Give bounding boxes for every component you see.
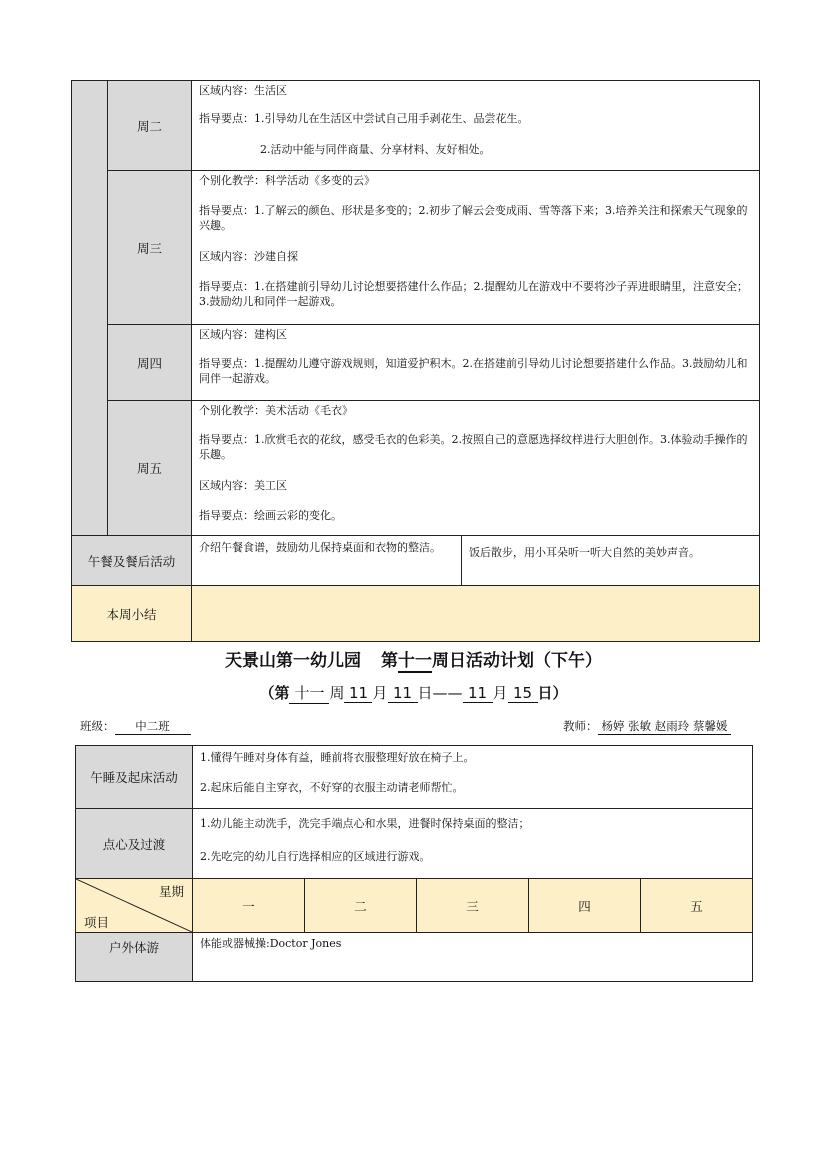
snack-content: 1.幼儿能主动洗手，洗完手端点心和水果，进餐时保持桌面的整洁； 2.先吃完的幼儿自行选择相应的区域进行游戏。 [192,808,753,879]
individual-teaching: 个别化教学：科学活动《多变的云》 [199,174,375,187]
guide-point: 指导要点：1.欣赏毛衣的花纹，感受毛衣的色彩美。2.按照自己的意愿选择纹样进行大胆创作。3.体验动手操作的乐趣。 [199,433,748,461]
day-label-thu: 周四 [107,324,192,401]
guide-point-2: 指导要点：1.在搭建前引导幼儿讨论想要搭建什么作品；2.提醒幼儿在游戏中不要将沙子弄进眼睛里，注意安全；3.鼓励幼儿和同伴一起游戏。 [199,280,748,308]
week-item-header [75,878,193,933]
area-content: 区域内容：建构区 [199,328,287,341]
date-range: （第 十一 周 11 月 11 日—— 11 月 15 日） [259,684,568,702]
header-week: 星期 [158,884,184,899]
snack-label: 点心及过渡 [75,808,193,879]
area-content: 区域内容：美工区 [199,479,287,492]
thursday-content [191,324,760,401]
page-title: 天景山第一幼儿园 第十一周日活动计划（下午） [0,646,827,673]
day-header-2: 二 [304,878,417,933]
day-header-3: 三 [416,878,529,933]
day-header-5: 五 [640,878,753,933]
lunch-label: 午餐及餐后活动 [71,535,192,586]
day-header-4: 四 [528,878,641,933]
week-number: 十一 [398,646,432,673]
nap-label: 午睡及起床活动 [75,745,193,809]
area-content: 区域内容：沙建自探 [199,250,298,263]
nap-content: 1.懂得午睡对身体有益，睡前将衣服整理好放在椅子上。 2.起床后能自主穿衣，不好穿的衣服主动请老师帮忙。 [192,745,753,809]
wednesday-content [191,170,760,325]
day-label-tue: 周二 [107,80,192,171]
outdoor-content: 体能或器械操:Doctor Jones [192,932,753,982]
guide-point: 指导要点：1.提醒幼儿遵守游戏规则，知道爱护积木。2.在搭建前引导幼儿讨论想要搭建什么作品。3.鼓励幼儿和同伴一起游戏。 [199,357,748,385]
day-header-1: 一 [192,878,305,933]
lunch-left-content: 介绍午餐食谱，鼓励幼儿保持桌面和衣物的整洁。 [191,535,462,586]
friday-content [191,400,760,536]
area-content: 区域内容：生活区 [199,84,287,97]
individual-teaching: 个别化教学：美术活动《毛衣》 [199,404,353,417]
lunch-right-content: 饭后散步，用小耳朵听一听大自然的美妙声音。 [461,535,760,586]
header-item: 项目 [84,915,110,930]
guide-point-2: 2.活动中能与同伴商量、分享材料、友好相处。 [260,143,491,156]
day-label-wed: 周三 [107,170,192,325]
tuesday-content [191,80,760,171]
summary-content[interactable] [191,585,760,642]
class-info: 班级： 中二班 [80,718,191,735]
guide-point: 指导要点：1.引导幼儿在生活区中尝试自己用手剥花生、品尝花生。 [199,112,529,125]
outdoor-label: 户外体游 [75,932,193,982]
summary-label: 本周小结 [71,585,192,642]
teacher-info: 教师： 杨婷 张敏 赵雨玲 蔡馨媛 [563,718,731,735]
guide-point: 指导要点：1.了解云的颜色、形状是多变的；2.初步了解云会变成雨、雪等落下来；3.培养关注和探索天气现象的兴趣。 [199,204,748,232]
guide-point-2: 指导要点：绘画云彩的变化。 [199,509,342,522]
gray-sidebar-fill [72,81,107,535]
teacher-value: 杨婷 张敏 赵雨玲 蔡馨媛 [598,718,732,735]
class-value: 中二班 [115,718,191,735]
day-label-fri: 周五 [107,400,192,536]
